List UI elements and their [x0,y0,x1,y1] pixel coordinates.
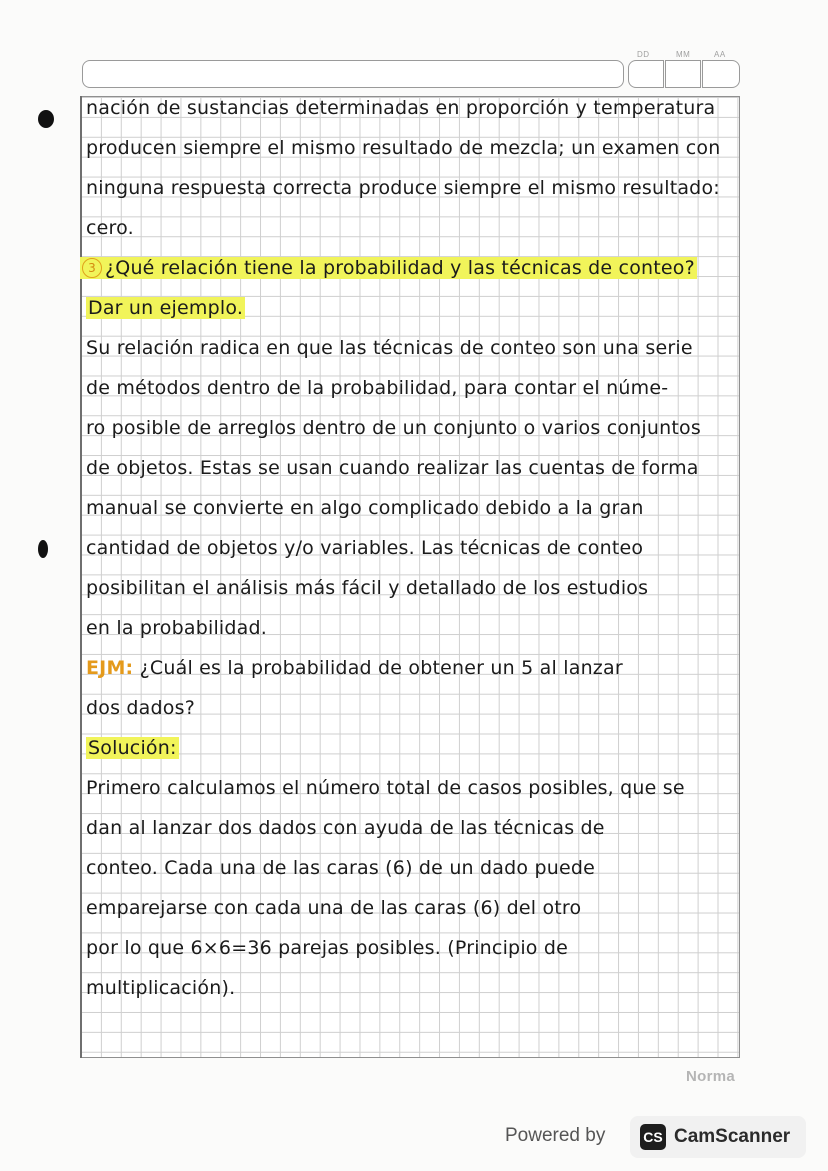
solution-line: por lo que 6×6=36 parejas posibles. (Principio de [86,937,569,959]
solution-label: Solución: [88,737,177,759]
camscanner-logo-icon: CS [640,1124,666,1150]
margin-line [80,96,82,1058]
answer-line: manual se convierte en algo complicado debido a la gran [86,497,644,519]
note-line: ninguna respuesta correcta produce siempre el mismo resultado: [86,177,720,199]
date-year-box [702,60,740,88]
note-line: cero. [86,217,134,239]
binder-hole-middle [38,540,48,558]
binder-hole-top [38,110,54,128]
date-day-box [628,60,664,88]
note-line: producen siempre el mismo resultado de mezcla; un examen con [86,137,721,159]
notebook-brand-logo: Norma [686,1068,736,1085]
date-month-box [665,60,701,88]
question-line [80,256,697,280]
solution-line: Primero calculamos el número total de casos posibles, que se [86,777,685,799]
answer-line: Su relación radica en que las técnicas de conteo son una serie [86,337,693,359]
note-line: nación de sustancias determinadas en proporción y temperatura [86,97,716,119]
solution-line: dan al lanzar dos dados con ayuda de las técnicas de [86,817,605,839]
solution-heading [86,736,179,760]
example-line-2: dos dados? [86,697,195,719]
answer-line: de objetos. Estas se usan cuando realizar las cuentas de forma [86,457,699,479]
date-year-label: AA [714,50,726,59]
camscanner-name: CamScanner [674,1126,791,1147]
question-number-badge: 3 [82,258,102,278]
example-line [86,656,623,680]
question-line-2 [86,296,245,320]
header-title-field [82,60,624,88]
solution-line: multiplicación). [86,977,236,999]
date-day-label: DD [637,50,650,59]
question-text: ¿Qué relación tiene la probabilidad y las técnicas de conteo? [105,257,695,279]
example-text: ¿Cuál es la probabilidad de obtener un 5 al lanzar [139,657,623,679]
answer-line: posibilitan el análisis más fácil y detallado de los estudios [86,577,649,599]
answer-line: de métodos dentro de la probabilidad, para contar el núme- [86,377,669,399]
question-text-2: Dar un ejemplo. [88,297,244,319]
solution-line: emparejarse con cada una de las caras (6) del otro [86,897,582,919]
answer-line: cantidad de objetos y/o variables. Las técnicas de conteo [86,537,644,559]
answer-line: ro posible de arreglos dentro de un conjunto o varios conjuntos [86,417,701,439]
powered-by-text: Powered by [505,1125,606,1146]
answer-line: en la probabilidad. [86,617,268,639]
solution-line: conteo. Cada una de las caras (6) de un dado puede [86,857,596,879]
date-month-label: MM [676,50,691,59]
example-label: EJM: [86,657,134,679]
